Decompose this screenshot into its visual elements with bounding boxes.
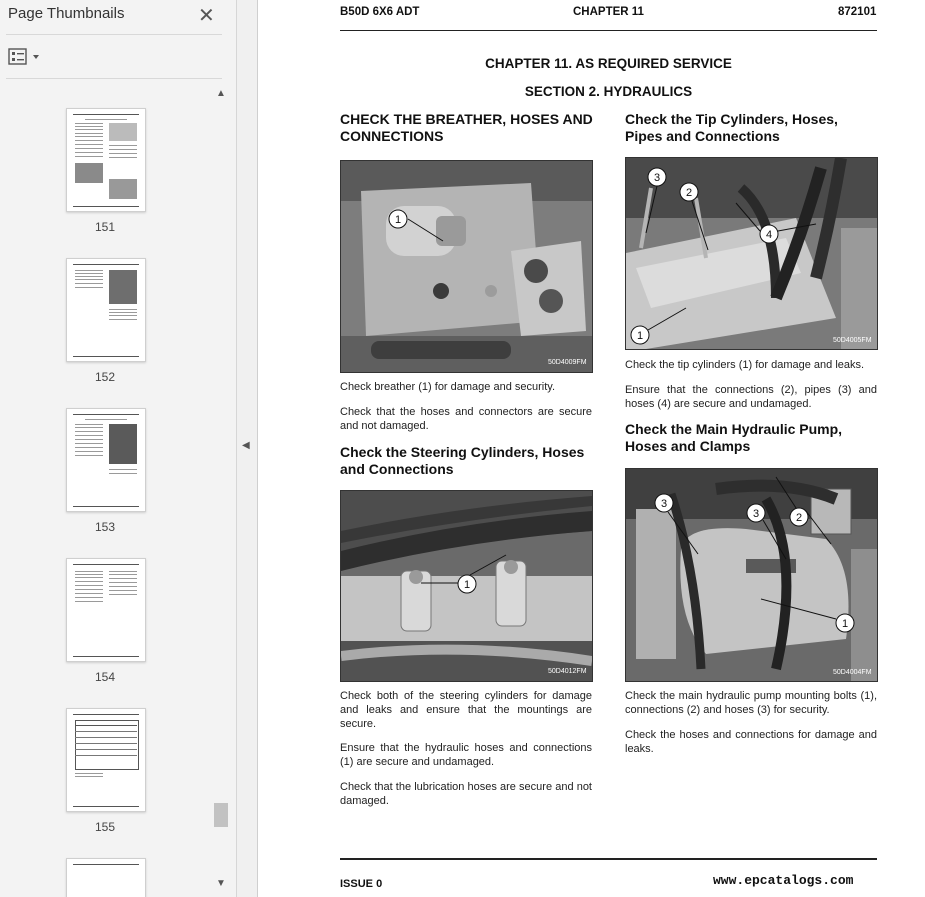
callout-3: 3 bbox=[653, 172, 661, 184]
paragraph: Check that the lubrication hoses are secure and not damaged. bbox=[340, 781, 592, 807]
heading-pump: Check the Main Hydraulic Pump, Hoses and Clamps bbox=[625, 421, 843, 454]
thumbnail-label: 155 bbox=[94, 820, 116, 834]
heading-tip: Check the Tip Cylinders, Hoses, Pipes and Connections bbox=[625, 111, 838, 144]
paragraph: Ensure that the connections (2), pipes (3) and hoses (4) are secure and undamaged. bbox=[625, 384, 877, 410]
document-page bbox=[258, 0, 925, 897]
callout-3: 3 bbox=[660, 498, 668, 510]
callout-4: 4 bbox=[765, 229, 773, 241]
photo-steering bbox=[340, 490, 593, 682]
page-thumbnail[interactable] bbox=[66, 558, 146, 662]
thumbnails-panel bbox=[0, 0, 237, 897]
close-icon[interactable]: ✕ bbox=[198, 5, 215, 27]
scrollbar-thumb[interactable] bbox=[214, 803, 228, 827]
section-title: SECTION 2. HYDRAULICS bbox=[524, 84, 693, 99]
callout-1: 1 bbox=[394, 214, 402, 226]
page-thumbnail[interactable] bbox=[66, 408, 146, 512]
paragraph: Check that the hoses and connectors are secure and not damaged. bbox=[340, 406, 592, 432]
page-thumbnail[interactable] bbox=[66, 858, 146, 897]
scroll-up-icon[interactable]: ▲ bbox=[216, 88, 226, 99]
list-view-icon[interactable] bbox=[8, 48, 44, 66]
header-model: B50D 6X6 ADT bbox=[340, 6, 420, 18]
scroll-down-icon[interactable]: ▼ bbox=[216, 878, 226, 889]
divider bbox=[6, 34, 222, 35]
photo-caption: 50D4004FM bbox=[833, 669, 872, 676]
paragraph: Check the main hydraulic pump mounting bolts (1), connections (2) and hoses (3) for security. bbox=[625, 690, 877, 716]
page-thumbnail[interactable] bbox=[66, 258, 146, 362]
divider bbox=[6, 78, 222, 79]
header-docnum: 872101 bbox=[838, 6, 877, 18]
footer-issue: ISSUE 0 bbox=[340, 878, 383, 890]
thumbnail-label: 153 bbox=[94, 520, 116, 534]
thumbnail-list bbox=[0, 80, 212, 897]
paragraph: Check breather (1) for damage and security. bbox=[340, 381, 556, 393]
photo-caption: 50D4005FM bbox=[833, 337, 872, 344]
photo-caption: 50D4009FM bbox=[548, 359, 587, 366]
heading-breather: CHECK THE BREATHER, HOSES AND CONNECTIONS bbox=[340, 111, 593, 144]
paragraph: Ensure that the hydraulic hoses and connections (1) are secure and undamaged. bbox=[340, 742, 592, 768]
photo-breather bbox=[340, 160, 593, 373]
footer-rule bbox=[340, 858, 877, 860]
photo-tip bbox=[625, 157, 878, 350]
callout-2: 2 bbox=[685, 187, 693, 199]
vertical-scrollbar[interactable] bbox=[212, 88, 230, 897]
page-thumbnail[interactable] bbox=[66, 108, 146, 212]
callout-1: 1 bbox=[841, 618, 849, 630]
header-chapter: CHAPTER 11 bbox=[573, 6, 644, 18]
photo-caption: 50D4012FM bbox=[548, 668, 587, 675]
thumbnail-label: 152 bbox=[94, 370, 116, 384]
thumbnail-label: 154 bbox=[94, 670, 116, 684]
paragraph: Check the hoses and connections for damage and leaks. bbox=[625, 729, 877, 755]
page-thumbnail[interactable] bbox=[66, 708, 146, 812]
callout-2: 2 bbox=[795, 512, 803, 524]
watermark-url: www.epcatalogs.com bbox=[713, 873, 854, 888]
heading-steering: Check the Steering Cylinders, Hoses and Connections bbox=[340, 444, 585, 477]
header-rule bbox=[340, 30, 877, 31]
photo-pump bbox=[625, 468, 878, 682]
chapter-title: CHAPTER 11. AS REQUIRED SERVICE bbox=[485, 56, 732, 71]
collapse-panel-icon[interactable]: ◀ bbox=[242, 440, 250, 451]
callout-1: 1 bbox=[463, 579, 471, 591]
paragraph: Check the tip cylinders (1) for damage and leaks. bbox=[625, 359, 865, 371]
panel-title: Page Thumbnails bbox=[8, 5, 125, 22]
paragraph: Check both of the steering cylinders for damage and leaks and ensure that the mountings are secure. bbox=[340, 690, 592, 730]
callout-1: 1 bbox=[636, 330, 644, 342]
thumbnail-label: 151 bbox=[94, 220, 116, 234]
callout-3b: 3 bbox=[752, 508, 760, 520]
